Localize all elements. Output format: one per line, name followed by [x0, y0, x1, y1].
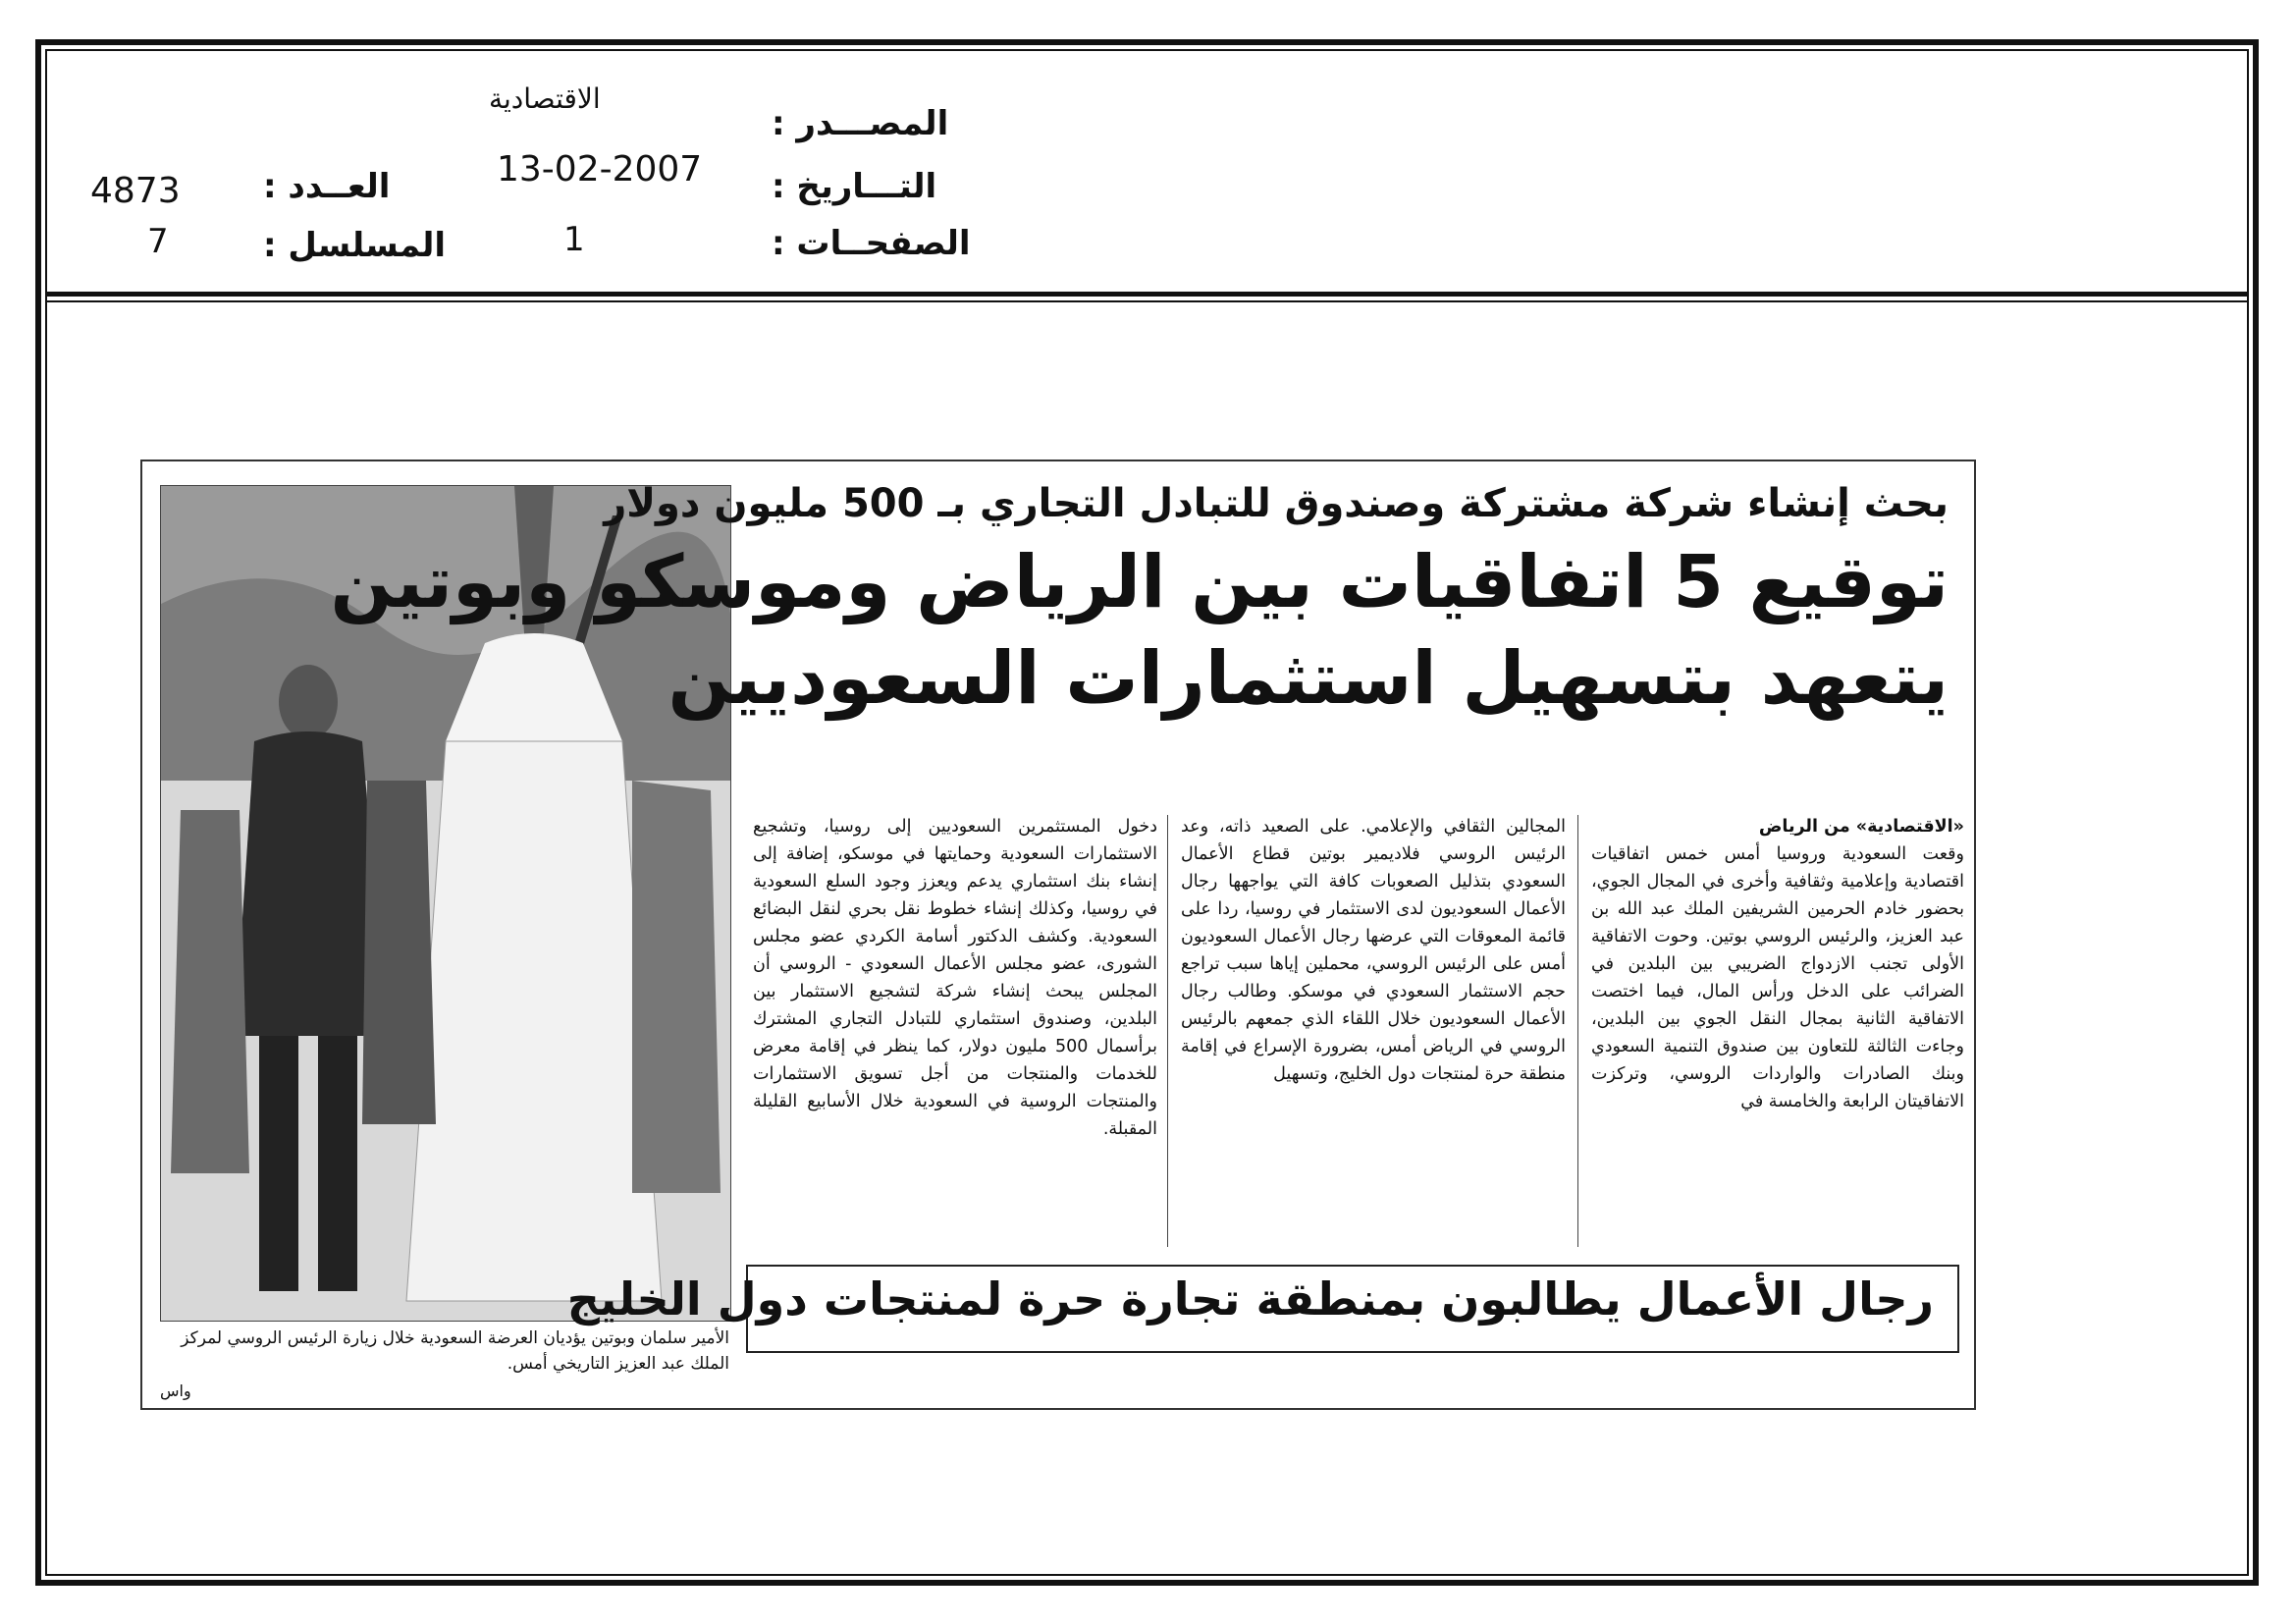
newspaper-clipping: [140, 460, 1976, 1410]
pages-label: الصفحــات :: [772, 224, 971, 263]
column-divider: [1167, 815, 1168, 1247]
pages-value: 1: [563, 220, 585, 259]
date-value: 13-02-2007: [497, 149, 703, 189]
header-divider: [45, 292, 2249, 297]
article-column-2: [1181, 813, 1566, 1088]
article-headline-line1: توقيع 5 اتفاقيات بين الرياض وموسكو وبوتين: [330, 540, 1949, 624]
subheadline-box: [566, 1265, 1959, 1353]
photo-credit: واس: [160, 1381, 191, 1400]
article-headline-line2: يتعهد بتسهيل استثمارات السعوديين: [667, 636, 1949, 721]
issue-label: العــدد :: [263, 167, 391, 206]
serial-value: 7: [147, 222, 169, 261]
header-divider-thin: [45, 300, 2249, 302]
column-1-text: وقعت السعودية وروسيا أمس خمس اتفاقيات اقتصادية وإعلامية وثقافية وأخرى في المجال الجوي، بحضور خادم الحرمين الشريفين الملك عبد الله بن عبد العزيز، والرئيس الروسي بوتين. وحوت الاتفاقية الأولى تجنب الازدواج الضريبي بين البلدين في الضرائب على الدخل ورأس المال، فيما اختصت الاتفاقية الثانية بمجال النقل الجوي بين البلدين، وجاءت الثالثة للتعاون بين صندوق التنمية السعودي وبنك الصادرات والواردات الروسي، وتركزت الاتفاقيتان الرابعة والخامسة في: [1591, 844, 1964, 1111]
article-column-1: [1591, 813, 1964, 1115]
article-subheadline: رجال الأعمال يطالبون بمنطقة تجارة حرة لمنتجات دول الخليج: [566, 1272, 1934, 1326]
source-value: الاقتصادية: [489, 82, 601, 115]
article-column-3: [753, 813, 1157, 1143]
issue-value: 4873: [90, 171, 181, 211]
column-2-text: المجالين الثقافي والإعلامي. على الصعيد ذاته، وعد الرئيس الروسي فلاديمير بوتين قطاع الأعمال السعودي بتذليل الصعوبات كافة التي يواجهها رجال الأعمال السعوديون لدى الاستثمار في روسيا، ردا على قائمة المعوقات التي عرضها رجال الأعمال السعوديون أمس على الرئيس الروسي، محملين إياها سبب تراجع حجم الاستثمار السعودي في موسكو. وطالب رجال الأعمال السعوديون خلال اللقاء الذي جمعهم بالرئيس الروسي في الرياض أمس، بضرورة الإسراع في إقامة منطقة حرة لمنتجات دول الخليج، وتسهيل: [1181, 817, 1566, 1084]
article-kicker: بحث إنشاء شركة مشتركة وصندوق للتبادل التجاري بـ 500 مليون دولار: [604, 481, 1949, 526]
column-divider: [1577, 815, 1578, 1247]
article-byline: «الاقتصادية» من الرياض: [1758, 817, 1964, 837]
serial-label: المسلسل :: [263, 226, 447, 265]
date-label: التـــاريخ :: [772, 167, 937, 206]
source-label: المصـــدر :: [772, 104, 949, 143]
photo-caption: الأمير سلمان وبوتين يؤديان العرضة السعودية خلال زيارة الرئيس الروسي لمركز الملك عبد العزيز التاريخي أمس.: [181, 1328, 729, 1374]
column-3-text: دخول المستثمرين السعوديين إلى روسيا، وتشجيع الاستثمارات السعودية وحمايتها في موسكو، إضافة إلى إنشاء بنك استثماري يدعم ويعزز وجود السلع السعودية في روسيا، وكذلك إنشاء خطوط نقل بحري لنقل البضائع السعودية. وكشف الدكتور أسامة الكردي عضو مجلس الشورى، عضو مجلس الأعمال السعودي - الروسي أن المجلس يبحث إنشاء شركة لتشجيع الاستثمار بين البلدين، وصندوق استثماري للتبادل التجاري المشترك برأسمال 500 مليون دولار، كما ينظر في إقامة معرض للخدمات والمنتجات من أجل تسويق الاستثمارات والمنتجات الروسية في السعودية خلال الأسابيع القليلة المقبلة.: [753, 817, 1157, 1139]
